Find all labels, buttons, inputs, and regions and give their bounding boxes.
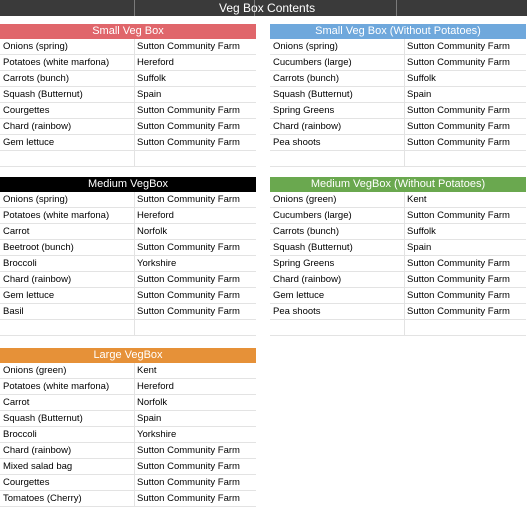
origin-cell[interactable]: Sutton Community Farm bbox=[404, 103, 526, 118]
table-row bbox=[0, 192, 256, 208]
box-header[interactable]: Large VegBox bbox=[0, 348, 256, 363]
veg-cell[interactable]: Broccoli bbox=[3, 258, 37, 269]
veg-cell[interactable]: Gem lettuce bbox=[3, 290, 55, 301]
origin-cell[interactable]: Spain bbox=[134, 411, 256, 426]
table-row bbox=[270, 151, 526, 167]
table-row bbox=[0, 363, 256, 379]
table-row bbox=[0, 151, 256, 167]
origin-cell[interactable]: Sutton Community Farm bbox=[134, 304, 256, 319]
origin-cell[interactable]: Suffolk bbox=[134, 71, 256, 86]
table-row bbox=[0, 395, 256, 411]
table-row bbox=[0, 208, 256, 224]
origin-cell[interactable]: Sutton Community Farm bbox=[134, 459, 256, 474]
veg-cell[interactable]: Squash (Butternut) bbox=[273, 242, 353, 253]
veg-cell[interactable]: Onions (green) bbox=[273, 194, 337, 205]
table-row bbox=[0, 443, 256, 459]
veg-cell[interactable]: Potatoes (white marfona) bbox=[3, 57, 110, 68]
origin-cell[interactable] bbox=[134, 320, 256, 335]
table-row bbox=[0, 427, 256, 443]
table-row bbox=[270, 71, 526, 87]
table-row bbox=[270, 320, 526, 336]
veg-cell[interactable] bbox=[270, 151, 404, 166]
table-row bbox=[0, 240, 256, 256]
box-header[interactable]: Medium VegBox (Without Potatoes) bbox=[270, 177, 526, 192]
veg-cell[interactable]: Gem lettuce bbox=[3, 137, 55, 148]
origin-cell[interactable]: Norfolk bbox=[134, 224, 256, 239]
veg-cell[interactable]: Mixed salad bag bbox=[3, 461, 73, 472]
veg-cell[interactable]: Squash (Butternut) bbox=[3, 413, 83, 424]
title-cell[interactable] bbox=[397, 0, 527, 16]
table-row bbox=[270, 87, 526, 103]
origin-cell[interactable]: Suffolk bbox=[404, 71, 526, 86]
origin-cell[interactable] bbox=[134, 151, 256, 166]
origin-cell[interactable]: Sutton Community Farm bbox=[134, 475, 256, 490]
box-header[interactable]: Small Veg Box (Without Potatoes) bbox=[270, 24, 526, 39]
origin-cell[interactable]: Sutton Community Farm bbox=[134, 272, 256, 287]
table-row bbox=[270, 224, 526, 240]
veg-cell[interactable]: Gem lettuce bbox=[273, 290, 325, 301]
table-row bbox=[270, 135, 526, 151]
origin-cell[interactable]: Sutton Community Farm bbox=[404, 39, 526, 54]
origin-cell[interactable]: Sutton Community Farm bbox=[404, 55, 526, 70]
table-row bbox=[0, 459, 256, 475]
veg-cell[interactable]: Onions (spring) bbox=[3, 41, 68, 52]
veg-cell[interactable]: Chard (rainbow) bbox=[3, 445, 72, 456]
sheet-title: Veg Box Contents bbox=[219, 1, 316, 15]
veg-cell[interactable]: Basil bbox=[3, 306, 24, 317]
veg-cell[interactable]: Carrot bbox=[3, 226, 30, 237]
veg-cell[interactable]: Squash (Butternut) bbox=[273, 89, 353, 100]
veg-cell[interactable]: Onions (spring) bbox=[273, 41, 338, 52]
table-row bbox=[270, 272, 526, 288]
veg-cell[interactable]: Spring Greens bbox=[273, 105, 335, 116]
veg-cell[interactable] bbox=[0, 320, 134, 335]
table-row bbox=[270, 208, 526, 224]
veg-cell[interactable]: Broccoli bbox=[3, 429, 37, 440]
origin-cell[interactable]: Sutton Community Farm bbox=[404, 288, 526, 303]
table-row bbox=[0, 103, 256, 119]
veg-cell[interactable]: Beetroot (bunch) bbox=[3, 242, 74, 253]
table-row bbox=[270, 119, 526, 135]
origin-cell[interactable]: Sutton Community Farm bbox=[134, 192, 256, 207]
medium-veg-box-no-potatoes-table bbox=[270, 177, 526, 336]
table-row bbox=[0, 288, 256, 304]
origin-cell[interactable]: Sutton Community Farm bbox=[404, 272, 526, 287]
table-row bbox=[0, 256, 256, 272]
table-row bbox=[0, 475, 256, 491]
origin-cell[interactable]: Suffolk bbox=[404, 224, 526, 239]
origin-cell[interactable]: Kent bbox=[404, 192, 526, 207]
veg-cell[interactable]: Carrots (bunch) bbox=[3, 73, 69, 84]
origin-cell[interactable]: Kent bbox=[134, 363, 256, 378]
origin-cell[interactable]: Norfolk bbox=[134, 395, 256, 410]
origin-cell[interactable]: Spain bbox=[134, 87, 256, 102]
table-row bbox=[0, 491, 256, 507]
origin-cell[interactable]: Sutton Community Farm bbox=[404, 208, 526, 223]
origin-cell[interactable]: Sutton Community Farm bbox=[404, 256, 526, 271]
table-row bbox=[0, 304, 256, 320]
origin-cell[interactable]: Sutton Community Farm bbox=[404, 119, 526, 134]
table-row bbox=[270, 240, 526, 256]
table-row bbox=[0, 55, 256, 71]
veg-cell[interactable]: Squash (Butternut) bbox=[3, 89, 83, 100]
veg-cell[interactable]: Carrots (bunch) bbox=[273, 226, 339, 237]
small-veg-box-no-potatoes-table bbox=[270, 24, 526, 167]
table-row bbox=[0, 224, 256, 240]
large-veg-box-table bbox=[0, 348, 256, 507]
origin-cell[interactable]: Sutton Community Farm bbox=[134, 240, 256, 255]
veg-cell[interactable]: Courgettes bbox=[3, 477, 50, 488]
veg-cell[interactable]: Spring Greens bbox=[273, 258, 335, 269]
origin-cell[interactable]: Sutton Community Farm bbox=[134, 491, 256, 506]
origin-cell[interactable] bbox=[404, 151, 526, 166]
veg-cell[interactable]: Potatoes (white marfona) bbox=[3, 210, 110, 221]
title-cell[interactable] bbox=[0, 0, 135, 16]
table-row bbox=[270, 192, 526, 208]
veg-cell[interactable] bbox=[270, 320, 404, 335]
origin-cell[interactable]: Sutton Community Farm bbox=[404, 304, 526, 319]
origin-cell[interactable]: Hereford bbox=[134, 208, 256, 223]
origin-cell[interactable]: Sutton Community Farm bbox=[134, 39, 256, 54]
origin-cell[interactable]: Sutton Community Farm bbox=[134, 119, 256, 134]
table-row bbox=[270, 39, 526, 55]
box-header[interactable]: Medium VegBox bbox=[0, 177, 256, 192]
veg-cell[interactable]: Courgettes bbox=[3, 105, 50, 116]
veg-cell[interactable]: Potatoes (white marfona) bbox=[3, 381, 110, 392]
origin-cell[interactable]: Spain bbox=[404, 87, 526, 102]
table-row bbox=[0, 379, 256, 395]
veg-cell[interactable]: Chard (rainbow) bbox=[3, 121, 72, 132]
veg-cell[interactable]: Onions (spring) bbox=[3, 194, 68, 205]
origin-cell[interactable] bbox=[404, 320, 526, 335]
veg-cell[interactable]: Carrots (bunch) bbox=[273, 73, 339, 84]
origin-cell[interactable]: Sutton Community Farm bbox=[134, 103, 256, 118]
table-row bbox=[0, 71, 256, 87]
origin-cell[interactable]: Sutton Community Farm bbox=[134, 288, 256, 303]
table-row bbox=[0, 119, 256, 135]
origin-cell[interactable]: Spain bbox=[404, 240, 526, 255]
table-row bbox=[0, 411, 256, 427]
table-row bbox=[0, 135, 256, 151]
veg-cell[interactable]: Chard (rainbow) bbox=[273, 121, 342, 132]
table-row bbox=[270, 288, 526, 304]
origin-cell[interactable]: Sutton Community Farm bbox=[134, 443, 256, 458]
table-row bbox=[0, 87, 256, 103]
table-row bbox=[0, 39, 256, 55]
table-row bbox=[0, 272, 256, 288]
table-row bbox=[270, 256, 526, 272]
veg-cell[interactable]: Pea shoots bbox=[273, 306, 321, 317]
veg-cell[interactable]: Onions (green) bbox=[3, 365, 67, 376]
origin-cell[interactable]: Yorkshire bbox=[134, 427, 256, 442]
veg-cell[interactable]: Tomatoes (Cherry) bbox=[3, 493, 82, 504]
origin-cell[interactable]: Sutton Community Farm bbox=[404, 135, 526, 150]
table-row bbox=[0, 320, 256, 336]
veg-cell[interactable]: Carrot bbox=[3, 397, 30, 408]
veg-cell[interactable]: Pea shoots bbox=[273, 137, 321, 148]
veg-cell[interactable] bbox=[0, 151, 134, 166]
table-row bbox=[270, 304, 526, 320]
veg-cell[interactable]: Chard (rainbow) bbox=[3, 274, 72, 285]
origin-cell[interactable]: Hereford bbox=[134, 379, 256, 394]
origin-cell[interactable]: Yorkshire bbox=[134, 256, 256, 271]
medium-veg-box-table bbox=[0, 177, 256, 336]
table-row bbox=[270, 103, 526, 119]
veg-cell[interactable]: Cucumbers (large) bbox=[273, 210, 352, 221]
origin-cell[interactable]: Sutton Community Farm bbox=[134, 135, 256, 150]
origin-cell[interactable]: Hereford bbox=[134, 55, 256, 70]
box-header[interactable]: Small Veg Box bbox=[0, 24, 256, 39]
veg-cell[interactable]: Chard (rainbow) bbox=[273, 274, 342, 285]
small-veg-box-table bbox=[0, 24, 256, 167]
veg-cell[interactable]: Cucumbers (large) bbox=[273, 57, 352, 68]
table-row bbox=[270, 55, 526, 71]
